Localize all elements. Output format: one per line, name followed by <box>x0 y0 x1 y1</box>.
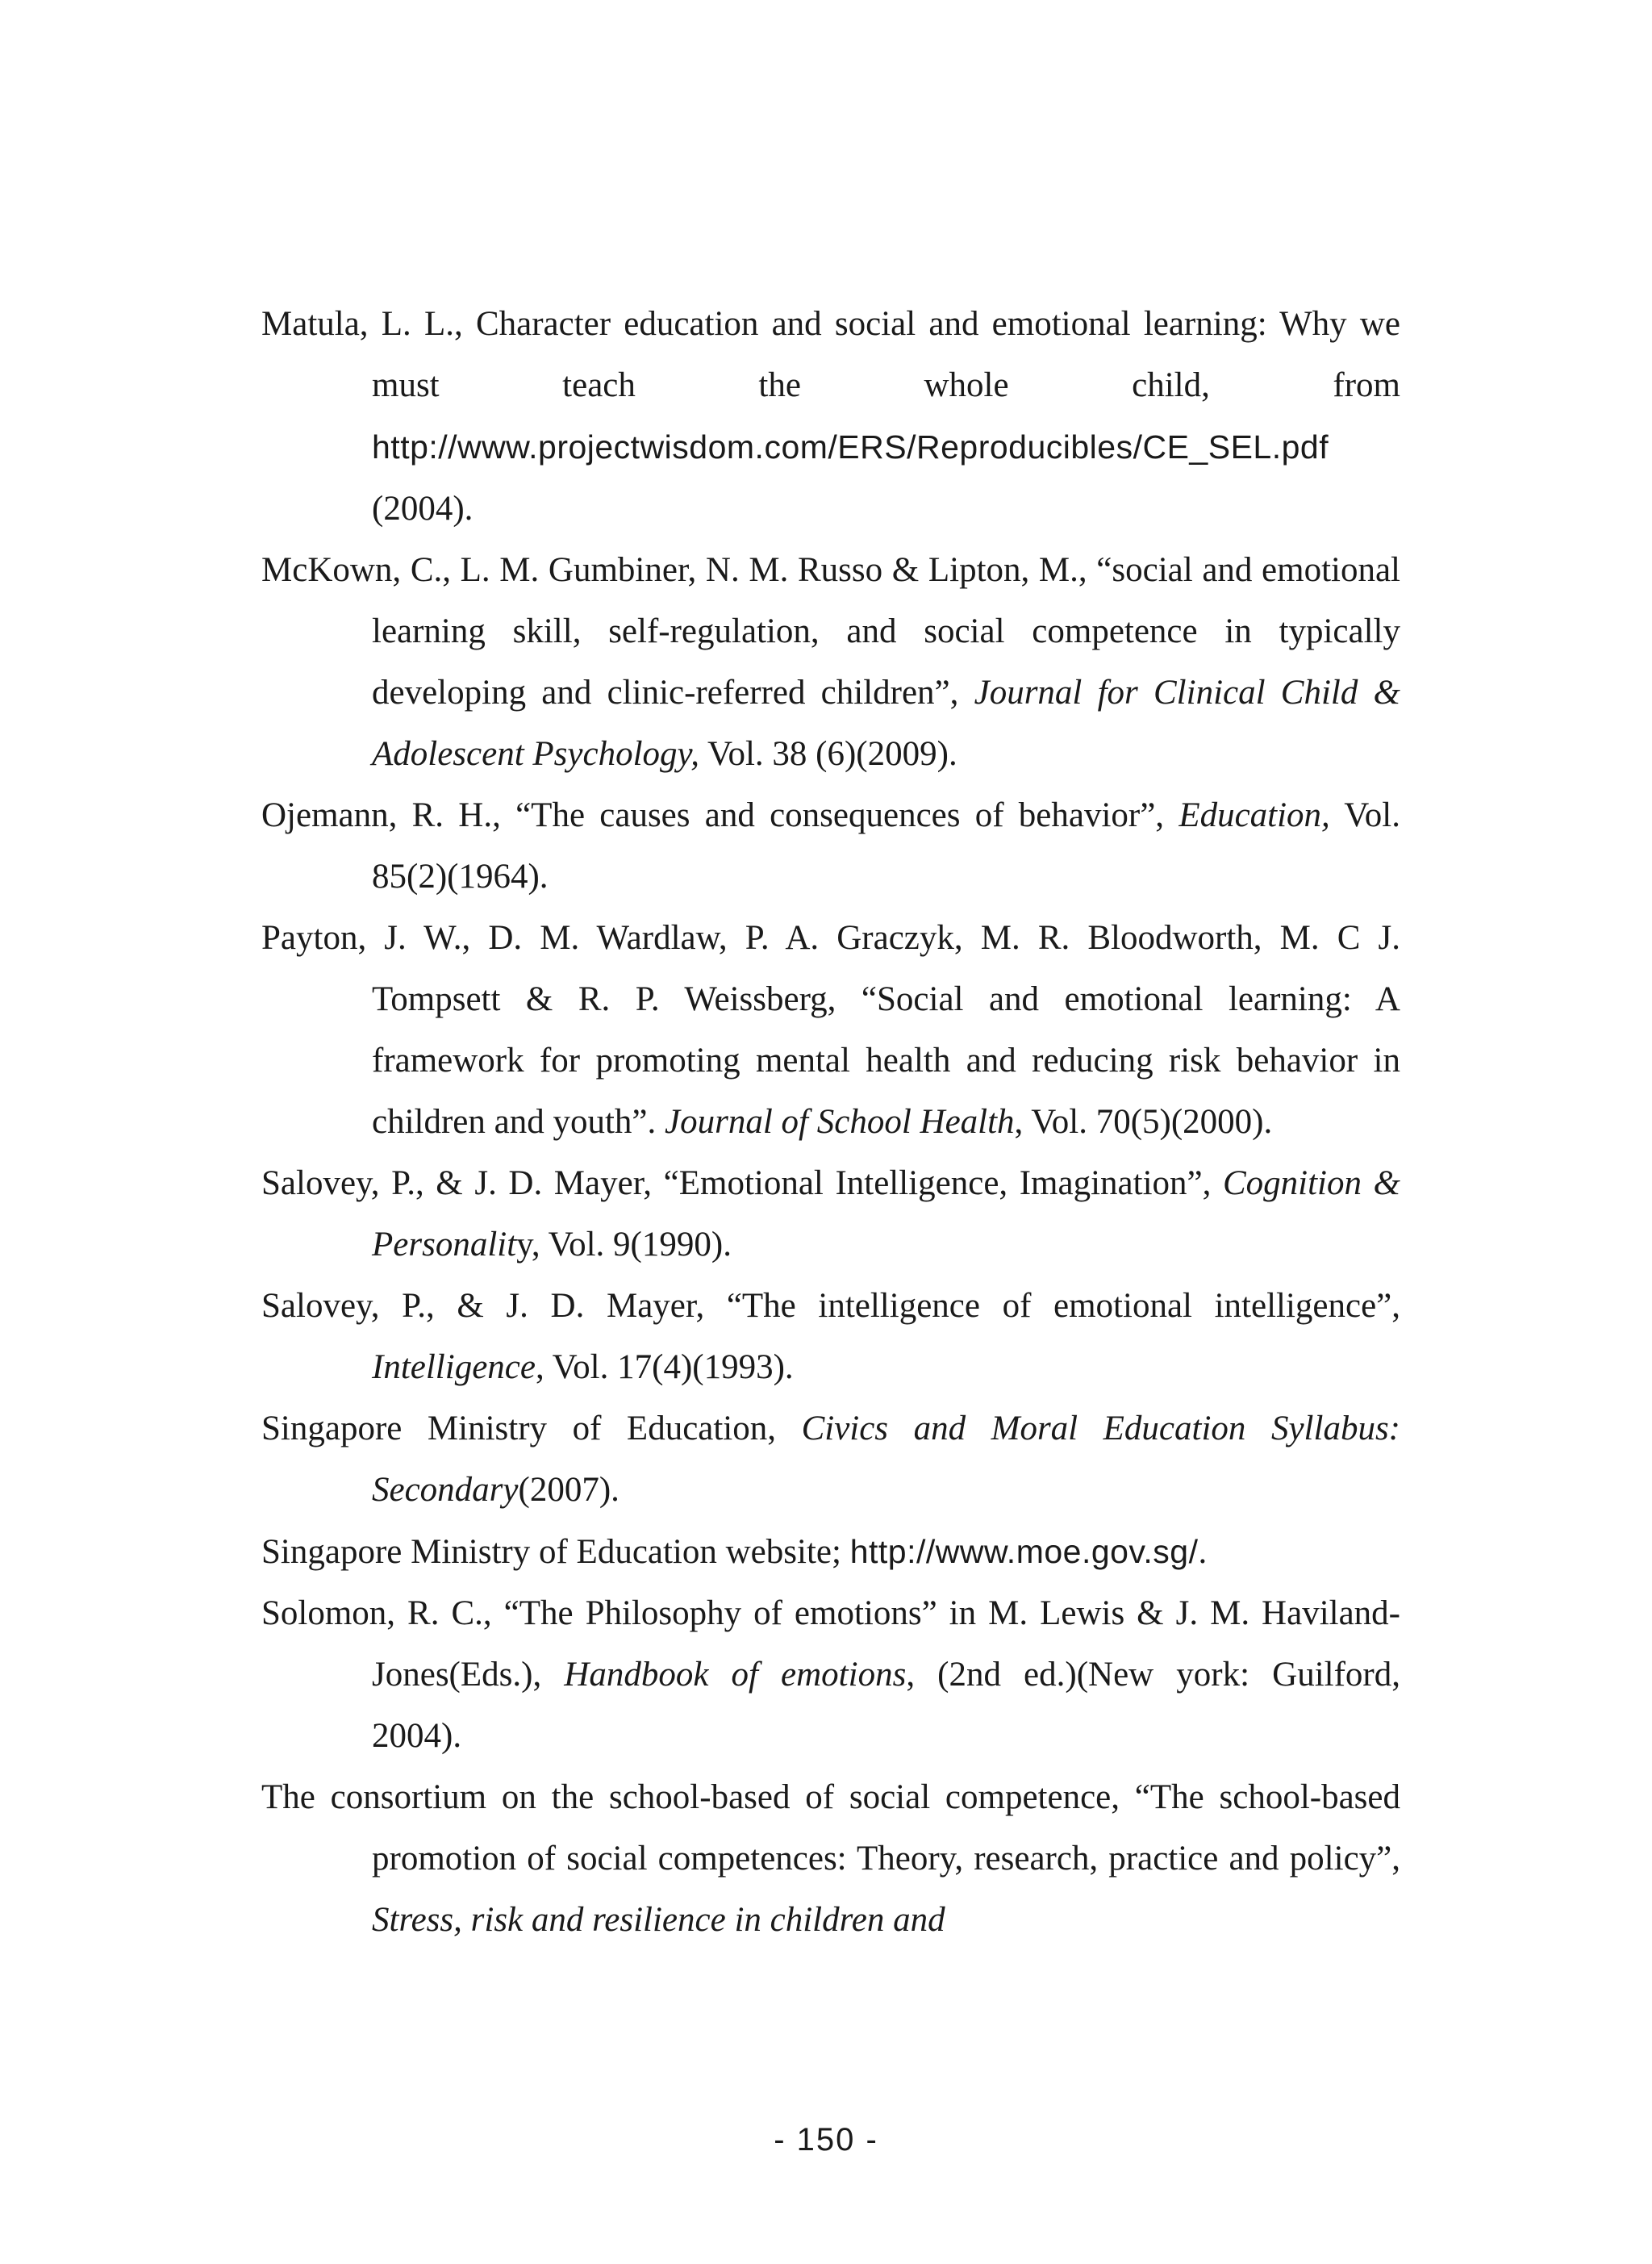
reference-entry <box>261 1583 1400 1767</box>
reference-journal: Cognition & Personalit <box>372 1164 1400 1264</box>
reference-tail: , Vol. 17(4)(1993). <box>535 1348 794 1386</box>
reference-journal: Intelligence <box>372 1348 536 1386</box>
reference-tail: Vol. 38 (6)(2009). <box>699 735 957 773</box>
reference-title: Character education and social and emotional learning: Why we must teach the whole child, from <box>372 305 1400 404</box>
reference-title: “Emotional Intelligence, Imagination”, <box>663 1164 1223 1202</box>
reference-tail: , Vol. 70(5)(2000). <box>1014 1103 1273 1141</box>
reference-url: http://www.moe.gov.sg/ <box>849 1533 1199 1570</box>
reference-author: The consortium on the school-based of social competence, <box>261 1778 1135 1816</box>
reference-url: http://www.projectwisdom.com/ERS/Reproducibles/CE_SEL.pdf <box>372 428 1329 466</box>
reference-author: Payton, J. W., D. M. Wardlaw, P. A. Graczyk, M. R. Bloodworth, M. C J. Tompsett & R. P. Weissberg, <box>261 919 1400 1018</box>
reference-title: “Social and emotional learning: A framework for promoting mental health and reducing risk behavior in children and youth”. <box>372 980 1400 1141</box>
reference-journal: Handbook of emotions <box>564 1656 907 1694</box>
reference-journal: Education, <box>1179 796 1330 834</box>
reference-author: Singapore Ministry of Education website; <box>261 1533 850 1571</box>
reference-entry <box>261 908 1400 1153</box>
reference-author: Salovey, P., & J. D. Mayer, <box>261 1164 664 1202</box>
reference-title: “The Philosophy of emotions” in M. Lewis & J. M. Haviland-Jones(Eds.), <box>372 1594 1400 1694</box>
reference-tail: . <box>1198 1533 1208 1571</box>
reference-tail: (2007). <box>518 1471 620 1509</box>
reference-journal: Civics and Moral Education Syllabus: Secondary <box>372 1410 1400 1509</box>
reference-list <box>261 294 1400 1951</box>
reference-entry <box>261 1276 1400 1398</box>
reference-entry <box>261 294 1400 540</box>
reference-journal: Journal for Clinical Child & Adolescent Psychology, <box>372 674 1400 773</box>
reference-title: “The intelligence of emotional intelligence”, <box>726 1287 1400 1325</box>
page-number: - 150 - <box>774 2122 878 2157</box>
reference-entry <box>261 1398 1400 1521</box>
reference-tail: y, Vol. 9(1990). <box>516 1226 732 1264</box>
reference-journal: Stress, risk and resilience in children and <box>372 1901 945 1939</box>
reference-journal: Journal of School Health <box>665 1103 1015 1141</box>
reference-title: “social and emotional learning skill, self-regulation, and social competence in typically developing and clinic-referred children”, <box>372 551 1401 712</box>
reference-author: Ojemann, R. H., <box>261 796 516 834</box>
reference-author: Salovey, P., & J. D. Mayer, <box>261 1287 727 1325</box>
reference-entry <box>261 1767 1400 1951</box>
reference-tail: , (2nd ed.)(New york: Guilford, 2004). <box>372 1656 1400 1755</box>
reference-author: Singapore Ministry of Education, <box>261 1410 802 1447</box>
reference-title: “The school-based promotion of social competences: Theory, research, practice and policy”, <box>372 1778 1400 1878</box>
reference-title: “The causes and consequences of behavior”, <box>515 796 1179 834</box>
reference-author: McKown, C., L. M. Gumbiner, N. M. Russo & Lipton, M., <box>261 551 1097 589</box>
reference-tail: Vol. 85(2)(1964). <box>372 796 1400 896</box>
reference-entry <box>261 1153 1400 1276</box>
reference-author: Solomon, R. C., <box>261 1594 504 1632</box>
reference-entry <box>261 540 1400 785</box>
reference-author: Matula, L. L., <box>261 305 476 343</box>
reference-entry <box>261 785 1400 908</box>
reference-tail: (2004). <box>372 490 473 528</box>
reference-entry <box>261 1521 1400 1583</box>
